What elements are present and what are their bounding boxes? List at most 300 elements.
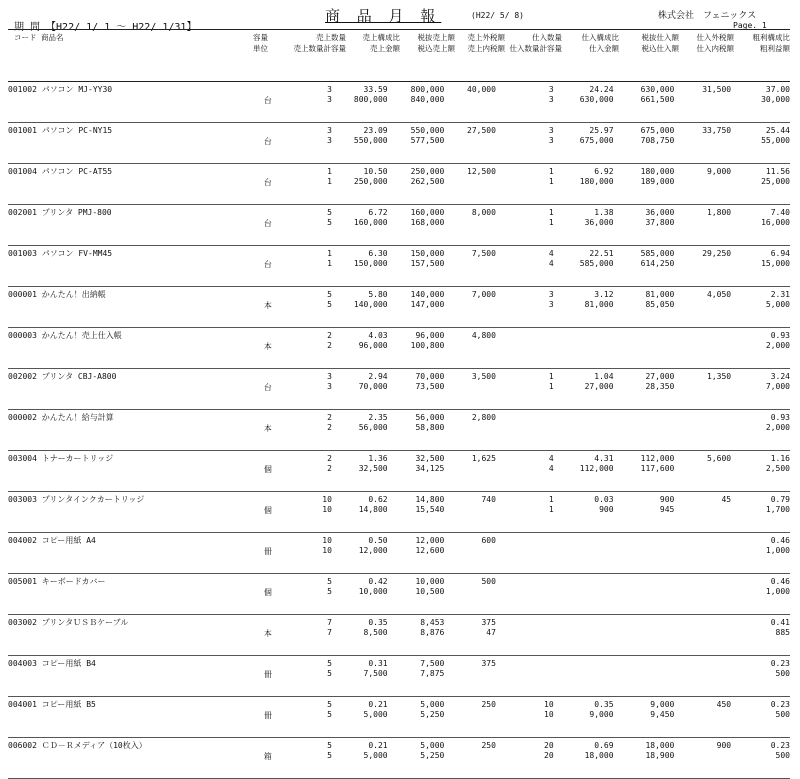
sales-ratio-cell [332,533,388,574]
product-code-name: 006002 ＣＤ－Ｒメディア（10枚入） [8,738,264,779]
purch-ratio-cell [554,164,614,205]
purch-ratio-line2: 112,000 [579,464,614,473]
purch-tax-cell [614,574,675,615]
sales-qty-line1: 10 [322,495,332,504]
profit-cell [731,82,790,123]
sales-ext-line1: 250 [481,741,496,750]
sales-qty-line2: 5 [327,710,332,719]
sales-qty-line2: 10 [322,505,332,514]
purch-ext-line2 [674,546,731,556]
col-purch-ext-a: 仕入外税額 [696,33,734,42]
sales-ratio-line1: 5.80 [368,290,388,299]
purch-tax-line2 [614,587,675,597]
purch-tax-cell [614,410,675,451]
sales-tax-line2: 7,875 [420,669,445,678]
purch-ratio-line1: 24.24 [589,85,614,94]
col-sales-tax-a: 税抜売上額 [417,33,455,42]
profit-line1: 37.00 [765,85,790,94]
sales-qty-cell [295,410,332,451]
purch-qty-line2 [496,546,554,556]
sales-tax-line2: 147,000 [410,300,445,309]
purch-ratio-cell [554,492,614,533]
table-row [8,205,790,246]
purch-qty-line1 [496,413,554,423]
sales-ratio-cell [332,615,388,656]
table-row [8,369,790,410]
unit-cell: 冊 [264,697,295,738]
sales-ratio-line1: 2.35 [368,413,388,422]
sales-tax-line2: 15,540 [415,505,445,514]
sales-ext-cell [444,533,496,574]
purch-ext-cell [674,410,731,451]
purch-qty-line1 [496,659,554,669]
purch-ext-line2 [674,751,731,761]
purch-tax-cell [614,246,675,287]
col-purch-qty-b: 仕入数量計容量 [509,44,562,53]
purch-qty-line2: 10 [544,710,554,719]
sales-tax-line1: 5,000 [420,741,445,750]
purch-ratio-cell [554,246,614,287]
purch-qty-cell [496,164,554,205]
purch-ratio-line1 [554,413,614,423]
sales-tax-cell [388,738,445,779]
profit-line2: 55,000 [761,136,790,145]
sales-ratio-line1: 23.09 [363,126,388,135]
table-row [8,82,790,123]
sales-ratio-line1: 0.35 [368,618,388,627]
purch-qty-cell [496,533,554,574]
purch-tax-line2: 661,500 [640,95,675,104]
purch-qty-line1: 3 [548,126,554,135]
purch-tax-cell [614,205,675,246]
sales-qty-cell [295,492,332,533]
sales-qty-line1: 5 [327,700,332,709]
sales-ratio-line2: 10,000 [358,587,388,596]
profit-line2: 500 [775,751,790,760]
sales-qty-line2: 10 [322,546,332,555]
purch-qty-line2 [496,669,554,679]
product-code-name: 000001 かんたん！出納帳 [8,287,264,328]
purch-ext-line1 [674,536,731,546]
purch-qty-line2 [496,341,554,351]
sales-ext-line1: 4,800 [471,331,496,340]
sales-tax-line2: 157,500 [410,259,445,268]
purch-tax-line2: 708,750 [640,136,675,145]
sales-qty-line2: 2 [327,423,332,432]
sales-ext-line1: 600 [481,536,496,545]
column-header [8,32,790,81]
purch-qty-cell [496,246,554,287]
purch-tax-line2: 18,900 [645,751,675,760]
purch-ratio-line2: 27,000 [584,382,614,391]
purch-ratio-line1: 22.51 [589,249,614,258]
purch-qty-line1: 1 [548,495,554,504]
profit-line2: 1,000 [765,587,790,596]
purch-ratio-line1: 3.12 [594,290,614,299]
table-row [8,287,790,328]
sales-qty-cell [295,738,332,779]
sales-ext-cell [444,656,496,697]
purch-tax-cell [614,697,675,738]
sales-ratio-cell [332,492,388,533]
sales-ratio-cell [332,205,388,246]
sales-ext-line2 [444,341,496,351]
sales-tax-line1: 7,500 [420,659,445,668]
purch-tax-cell [614,492,675,533]
purch-ext-cell [674,246,731,287]
purch-ext-line1: 9,000 [707,167,732,176]
purch-ratio-line1 [554,331,614,341]
purch-ratio-line2: 585,000 [579,259,614,268]
sales-qty-cell [295,697,332,738]
purch-ext-line2 [674,710,731,720]
sales-tax-line2: 5,250 [420,710,445,719]
purch-tax-cell [614,738,675,779]
profit-line1: 11.56 [765,167,790,176]
purch-ext-cell [674,369,731,410]
purch-ext-cell [674,738,731,779]
col-sales-ratio-b: 売上金額 [370,44,400,53]
sales-tax-line1: 550,000 [410,126,445,135]
purch-tax-line1: 675,000 [640,126,675,135]
purch-qty-cell [496,492,554,533]
purch-ext-line1 [674,577,731,587]
purch-qty-line2: 1 [548,177,554,186]
purch-qty-cell [496,574,554,615]
purch-ratio-cell [554,410,614,451]
sales-ext-line1: 8,000 [471,208,496,217]
purch-qty-line1: 4 [548,249,554,258]
purch-tax-line1 [614,536,675,546]
sales-ext-cell [444,615,496,656]
purch-ext-line2 [674,341,731,351]
sales-ext-line2: 47 [486,628,496,637]
sales-ratio-cell [332,656,388,697]
sales-ext-line1: 7,000 [471,290,496,299]
sales-qty-line1: 2 [327,454,332,463]
table-row [8,738,790,779]
sales-qty-line2: 7 [327,628,332,637]
sales-ratio-line2: 12,000 [358,546,388,555]
sales-tax-cell [388,615,445,656]
purch-tax-line2 [614,546,675,556]
unit-cell: 個 [264,451,295,492]
sales-qty-cell [295,205,332,246]
sales-ratio-line2: 8,500 [363,628,388,637]
table-row [8,123,790,164]
purch-tax-line2: 117,600 [640,464,675,473]
sales-ratio-cell [332,574,388,615]
purch-tax-line2: 37,800 [645,218,675,227]
col-unit-b: 単位 [253,44,268,53]
sales-tax-line2: 12,600 [415,546,445,555]
unit-cell: 台 [264,123,295,164]
purch-qty-line2: 3 [548,136,554,145]
sales-qty-line1: 3 [327,372,332,381]
table-row [8,533,790,574]
purch-tax-line1 [614,331,675,341]
product-code-name: 000002 かんたん！給与計算 [8,410,264,451]
purch-ext-line2 [674,177,731,187]
sales-qty-line1: 7 [327,618,332,627]
purch-tax-cell [614,533,675,574]
purch-ext-cell [674,123,731,164]
col-sales-ext-b: 売上内税額 [467,44,505,53]
sales-qty-line1: 10 [322,536,332,545]
profit-cell [731,328,790,369]
purch-ratio-line2: 630,000 [579,95,614,104]
purch-ext-cell [674,533,731,574]
profit-line2: 2,500 [765,464,790,473]
purch-tax-line1: 180,000 [640,167,675,176]
sales-qty-cell [295,574,332,615]
purch-tax-cell [614,287,675,328]
purch-qty-line2: 20 [544,751,554,760]
purch-ratio-line2: 18,000 [584,751,614,760]
purch-qty-line2: 1 [548,218,554,227]
sales-tax-cell [388,82,445,123]
sales-qty-line1: 3 [327,85,332,94]
sales-tax-cell [388,410,445,451]
profit-line1: 0.41 [770,618,790,627]
product-code-name: 000003 かんたん！売上仕入帳 [8,328,264,369]
purch-ext-line2 [674,136,731,146]
sales-tax-line1: 160,000 [410,208,445,217]
sales-ext-cell [444,574,496,615]
table-row [8,246,790,287]
unit-cell: 箱 [264,738,295,779]
sales-tax-cell [388,492,445,533]
sales-qty-cell [295,287,332,328]
unit-cell: 本 [264,287,295,328]
sales-ratio-cell [332,697,388,738]
purch-tax-line2: 945 [659,505,675,514]
product-code-name: 003003 プリンタインクカートリッジ [8,492,264,533]
col-sales-qty-a: 売上数量 [316,33,346,42]
purch-ratio-line1: 0.03 [594,495,614,504]
col-profit-a: 粗利構成比 [752,33,790,42]
purch-ext-cell [674,328,731,369]
purch-ext-line1 [674,618,731,628]
sales-tax-line2: 73,500 [415,382,445,391]
purch-ext-line2 [674,300,731,310]
sales-tax-line2: 577,500 [410,136,445,145]
purch-qty-cell [496,205,554,246]
profit-line1: 0.23 [770,700,790,709]
profit-line1: 25.44 [765,126,790,135]
sales-ext-cell [444,738,496,779]
profit-cell [731,410,790,451]
sales-ext-cell [444,287,496,328]
purch-ratio-line1 [554,536,614,546]
sales-qty-line2: 5 [327,751,332,760]
sales-tax-line2: 840,000 [410,95,445,104]
sales-tax-cell [388,533,445,574]
purch-tax-line1: 630,000 [640,85,675,94]
profit-cell [731,246,790,287]
sales-ratio-line2: 70,000 [358,382,388,391]
sales-ratio-cell [332,369,388,410]
profit-line2: 500 [775,710,790,719]
purch-ratio-cell [554,82,614,123]
purch-ext-line2 [674,382,731,392]
table-row [8,410,790,451]
profit-cell [731,287,790,328]
profit-line2: 1,700 [765,505,790,514]
sales-qty-line2: 5 [327,669,332,678]
purch-ratio-line1: 6.92 [594,167,614,176]
purch-ratio-cell [554,533,614,574]
sales-ext-line1: 2,800 [471,413,496,422]
purch-ratio-line2 [554,423,614,433]
sales-tax-line1: 140,000 [410,290,445,299]
product-code-name: 001004 パソコン PC-AT55 [8,164,264,205]
sales-ratio-line1: 0.62 [368,495,388,504]
page-number: Page. 1 [733,21,767,30]
purch-tax-line2: 614,250 [640,259,675,268]
sales-tax-cell [388,123,445,164]
table-row [8,164,790,205]
sales-ext-line2 [444,177,496,187]
sales-ratio-line1: 6.30 [368,249,388,258]
purch-tax-line1 [614,413,675,423]
profit-line2: 885 [775,628,790,637]
sales-ratio-line2: 250,000 [353,177,388,186]
sales-ratio-line2: 5,000 [363,751,388,760]
profit-line2: 2,000 [765,423,790,432]
sales-ratio-line1: 0.50 [368,536,388,545]
sales-tax-line1: 96,000 [415,331,445,340]
purch-ratio-cell [554,123,614,164]
purch-qty-line1: 20 [544,741,554,750]
unit-cell: 個 [264,574,295,615]
col-sales-ext-a: 売上外税額 [467,33,505,42]
sales-qty-line2: 5 [327,300,332,309]
purch-ratio-cell [554,205,614,246]
sales-ext-line2 [444,710,496,720]
purch-ratio-cell [554,615,614,656]
sales-ratio-line1: 0.21 [368,700,388,709]
purch-qty-line2 [496,628,554,638]
purch-ratio-cell [554,451,614,492]
purch-ext-line1 [674,659,731,669]
purch-ext-cell [674,615,731,656]
purch-qty-line1: 3 [548,290,554,299]
table-row [8,656,790,697]
sales-tax-line1: 70,000 [415,372,445,381]
purch-ext-line2 [674,464,731,474]
sales-ratio-line2: 56,000 [358,423,388,432]
sales-ratio-line1: 33.59 [363,85,388,94]
sales-ext-line1: 375 [481,659,496,668]
purch-tax-cell [614,451,675,492]
purch-tax-cell [614,164,675,205]
purch-qty-cell [496,328,554,369]
purch-qty-cell [496,123,554,164]
purch-tax-cell [614,369,675,410]
sales-qty-line1: 5 [327,290,332,299]
sales-ratio-line1: 0.31 [368,659,388,668]
col-purch-ratio-a: 仕入構成比 [581,33,619,42]
sales-qty-cell [295,164,332,205]
product-code-name: 004003 コピー用紙 B4 [8,656,264,697]
purch-ratio-line2: 9,000 [589,710,614,719]
sales-qty-line2: 3 [327,136,332,145]
profit-line1: 0.79 [770,495,790,504]
unit-cell: 冊 [264,656,295,697]
sales-qty-line1: 1 [327,249,332,258]
profit-line1: 0.46 [770,577,790,586]
purch-tax-line1: 18,000 [645,741,675,750]
sales-ratio-line2: 5,000 [363,710,388,719]
sales-ext-cell [444,492,496,533]
sales-ext-line1: 40,000 [467,85,496,94]
sales-ext-line2 [444,751,496,761]
purch-ratio-line1: 25.97 [589,126,614,135]
purch-ext-cell [674,451,731,492]
sales-qty-cell [295,328,332,369]
purch-ext-cell [674,492,731,533]
purch-ratio-cell [554,328,614,369]
sales-ext-line1: 7,500 [471,249,496,258]
sales-qty-line1: 2 [327,331,332,340]
product-code-name: 004002 コピー用紙 A4 [8,533,264,574]
purch-qty-line1: 1 [548,208,554,217]
profit-line2: 15,000 [761,259,790,268]
col-sales-qty-b: 売上数量計容量 [293,44,346,53]
profit-line1: 0.93 [770,413,790,422]
purch-qty-cell [496,451,554,492]
sales-qty-cell [295,533,332,574]
profit-cell [731,656,790,697]
sales-tax-cell [388,451,445,492]
purch-ratio-cell [554,697,614,738]
purch-qty-line2: 4 [548,259,554,268]
sales-qty-cell [295,123,332,164]
sales-tax-line1: 150,000 [410,249,445,258]
col-purch-tax-b: 税込仕入額 [641,44,679,53]
purch-qty-cell [496,656,554,697]
col-unit-a: 容量 [253,33,268,42]
purch-ext-line1: 1,350 [707,372,732,381]
sales-qty-cell [295,369,332,410]
purch-ratio-line2 [554,628,614,638]
sales-ext-line1: 12,500 [467,167,496,176]
profit-cell [731,697,790,738]
purch-qty-line1 [496,536,554,546]
purch-qty-cell [496,369,554,410]
sales-qty-line1: 3 [327,126,332,135]
purch-qty-line2: 1 [548,505,554,514]
purch-ext-cell [674,205,731,246]
sales-ratio-line2: 800,000 [353,95,388,104]
profit-line1: 0.93 [770,331,790,340]
purch-ext-cell [674,164,731,205]
sales-ratio-line2: 7,500 [363,669,388,678]
sales-tax-line1: 800,000 [410,85,445,94]
sales-tax-cell [388,656,445,697]
report-title: 商 品 月 報 [325,7,442,25]
sales-tax-line2: 100,800 [410,341,445,350]
sales-qty-line2: 2 [327,341,332,350]
sales-ratio-line2: 96,000 [358,341,388,350]
sales-ext-cell [444,164,496,205]
col-purch-tax-a: 税抜仕入額 [641,33,679,42]
col-sales-ratio-a: 売上構成比 [362,33,400,42]
header-divider [8,29,790,30]
sales-ratio-line2: 150,000 [353,259,388,268]
unit-cell: 本 [264,615,295,656]
